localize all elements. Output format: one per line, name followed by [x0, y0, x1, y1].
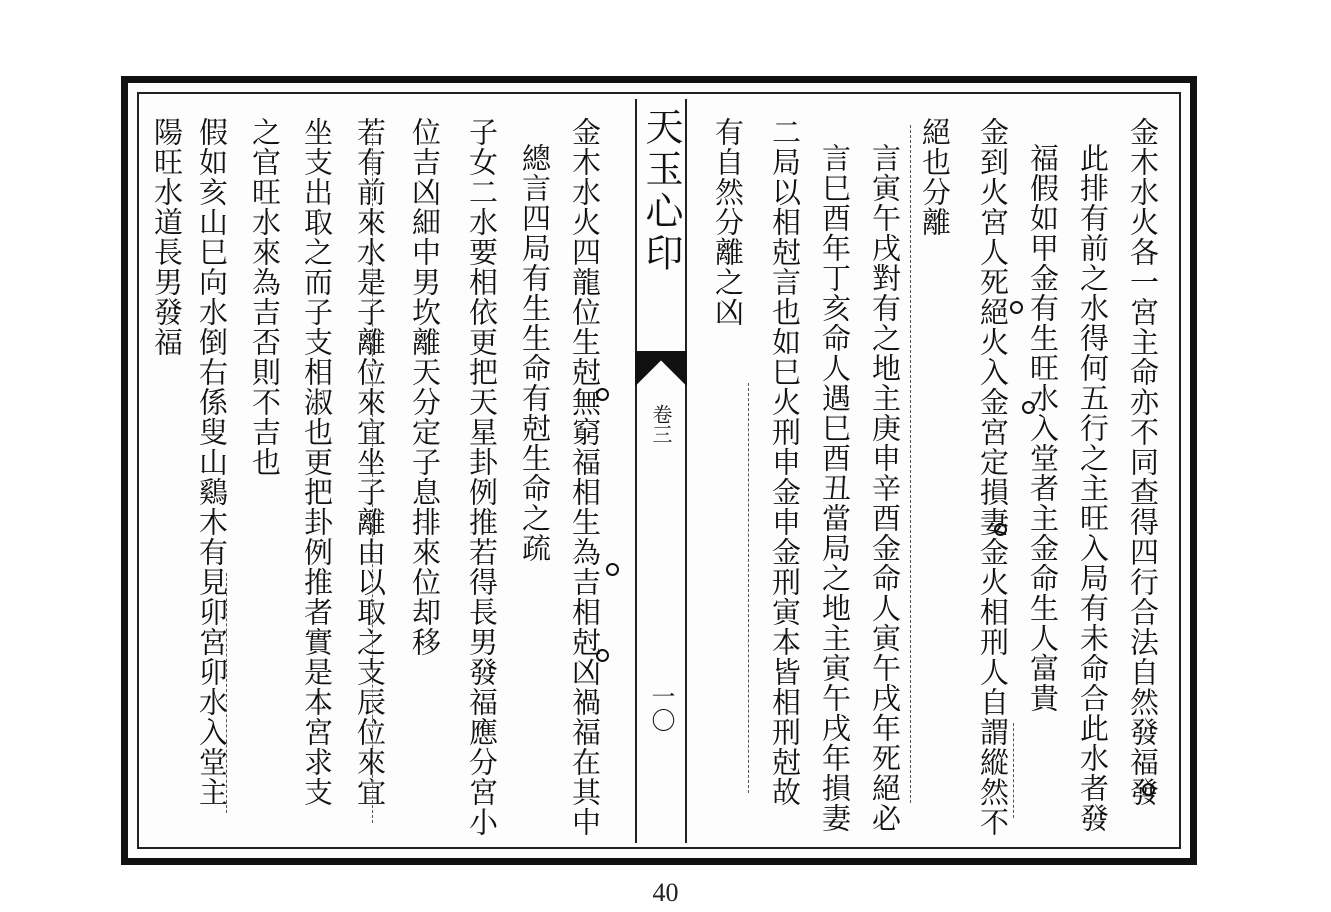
volume-label: 卷三: [649, 404, 673, 444]
punctuation-circle-icon: [1142, 783, 1155, 796]
left-column-1: 金木水火四龍位生尅無窮福相生為吉相尅凶禍福在其中: [568, 117, 602, 837]
punctuation-circle-icon: [1022, 401, 1035, 414]
right-column-3: 福假如甲金有生旺水入堂者主金命生人富貴: [1026, 143, 1060, 713]
left-column-7: 之官旺水來為吉否則不吉也: [248, 117, 282, 477]
punctuation-circle-icon: [994, 523, 1007, 536]
annotation-rule: [748, 383, 749, 793]
right-column-1: 金木水火各一宮主命亦不同查得四行合法自然發福發: [1126, 117, 1160, 807]
right-column-2: 此排有前之水得何五行之主旺入局有未命合此水者發: [1076, 143, 1110, 833]
punctuation-circle-icon: [1010, 301, 1023, 314]
annotation-rule: [910, 125, 911, 803]
right-column-7: 言巳酉年丁亥命人遇巳酉丑當局之地主寅午戌年損妻: [818, 143, 852, 833]
annotation-rule: [372, 123, 373, 823]
left-column-8: 假如亥山巳向水倒右係叟山鷄木有見卯宮卯水入堂主: [195, 117, 229, 807]
left-column-9: 陽旺水道長男發福: [150, 117, 184, 357]
punctuation-circle-icon: [606, 563, 619, 576]
right-column-4: 金到火宮人死絕火入金宮定損妻金火相刑人自謂縱然不: [976, 117, 1010, 837]
punctuation-circle-icon: [596, 649, 609, 662]
center-band: [635, 99, 687, 843]
book-title: 天玉心印: [639, 107, 683, 275]
left-column-4: 位吉凶細中男坎離天分定子息排來位却移: [408, 117, 442, 657]
right-column-5: 絕也分離: [918, 117, 952, 237]
leaf-number: 一〇: [647, 684, 675, 732]
fishtail-ornament-icon: [635, 351, 687, 387]
right-column-8: 二局以相尅言也如巳火刑申金申金刑寅本皆相刑尅故: [768, 117, 802, 807]
annotation-rule: [1013, 723, 1014, 818]
left-column-3: 子女二水要相依更把天星卦例推若得長男發福應分宮小: [465, 117, 499, 837]
left-column-5: 若有前來水是子離位來宜坐子離由以取之支辰位來宜: [353, 117, 387, 807]
punctuation-circle-icon: [596, 388, 609, 401]
annotation-rule: [226, 573, 227, 813]
page-number: 40: [652, 878, 679, 907]
right-column-6: 言寅午戌對有之地主庚申辛酉金命人寅午戌年死絕必: [868, 143, 902, 833]
right-column-9: 有自然分離之凶: [711, 117, 745, 327]
left-column-2: 總言四局有生生命有尅生命之疏: [518, 143, 552, 563]
left-column-6: 坐支出取之而子支相淑也更把卦例推者實是本宮求支: [300, 117, 334, 807]
book-spread-frame: [121, 76, 1197, 865]
